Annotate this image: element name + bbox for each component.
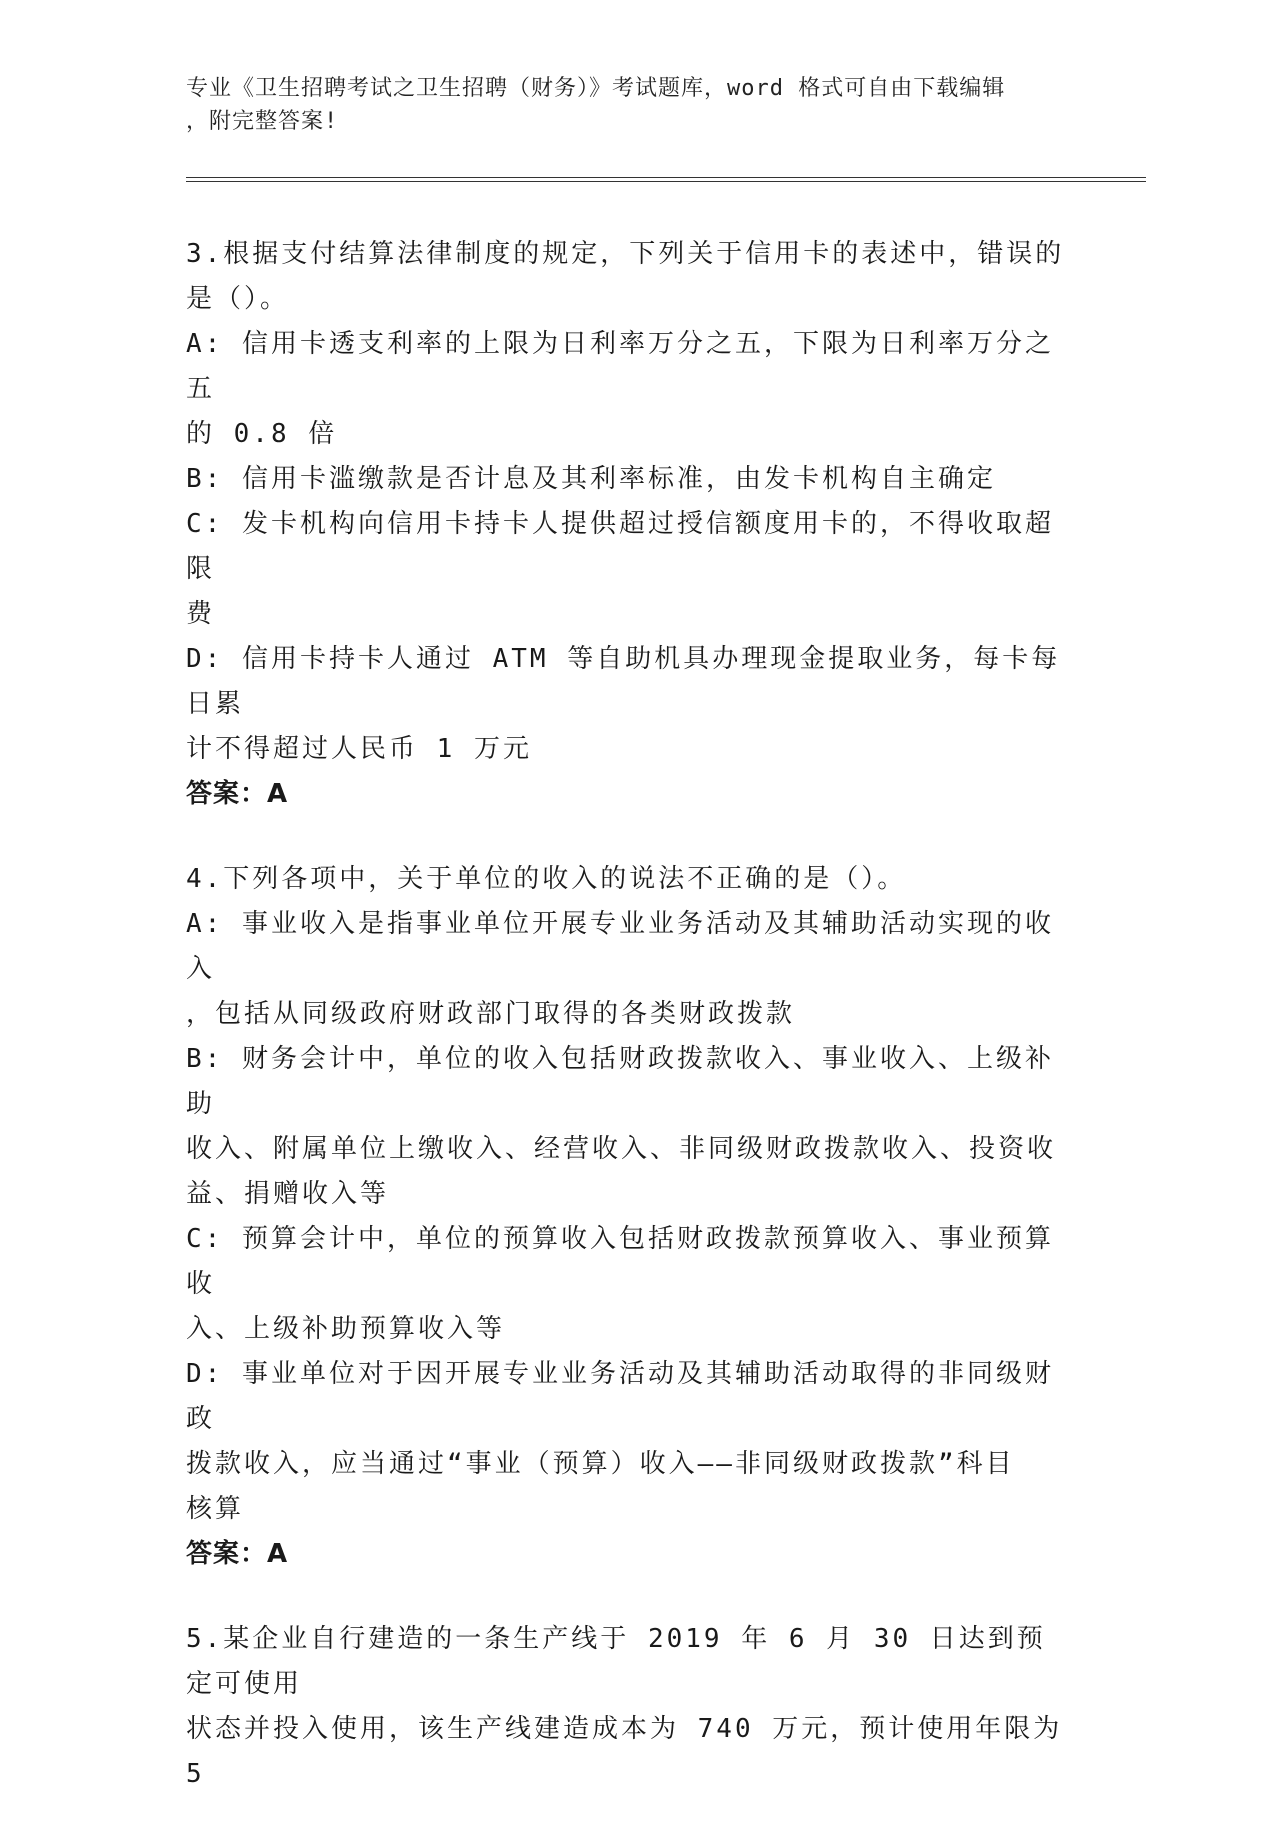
answer-label: 答案：A [186, 1539, 289, 1569]
option-d: D: 信用卡持卡人通过 ATM 等自助机具办理现金提取业务，每卡每日累 [186, 644, 1061, 719]
document-header [186, 72, 1066, 138]
option-a: A: 信用卡透支利率的上限为日利率万分之五，下限为日利率万分之五 [186, 329, 1054, 404]
option-c: C: 预算会计中，单位的预算收入包括财政拨款预算收入、事业预算收 [186, 1224, 1054, 1299]
question-4 [186, 857, 1066, 1577]
option-d: 核算 [186, 1494, 245, 1524]
question-stem: 是（）。 [186, 284, 290, 314]
option-b: B: 财务会计中，单位的收入包括财政拨款收入、事业收入、上级补助 [186, 1044, 1054, 1119]
option-a: A: 事业收入是指事业单位开展专业业务活动及其辅助活动实现的收入 [186, 909, 1054, 984]
option-b: B: 信用卡滥缴款是否计息及其利率标准，由发卡机构自主确定 [186, 464, 996, 494]
option-d: 计不得超过人民币 1 万元 [186, 734, 532, 764]
option-b: 收入、附属单位上缴收入、经营收入、非同级财政拨款收入、投资收 [186, 1134, 1057, 1164]
header-divider [186, 177, 1146, 178]
option-c: 入、上级补助预算收入等 [186, 1314, 506, 1344]
header-line: ，附完整答案! [186, 109, 339, 134]
header-line: 专业《卫生招聘考试之卫生招聘（财务）》考试题库，word 格式可自由下载编辑 [186, 76, 1006, 101]
question-stem: 状态并投入使用，该生产线建造成本为 740 万元，预计使用年限为 5 [186, 1714, 1063, 1789]
option-a: ，包括从同级政府财政部门取得的各类财政拨款 [186, 999, 796, 1029]
option-d: D: 事业单位对于因开展专业业务活动及其辅助活动取得的非同级财政 [186, 1359, 1054, 1434]
option-a: 的 0.8 倍 [186, 419, 338, 449]
option-d: 拨款收入，应当通过“事业（预算）收入——非同级财政拨款”科目 [186, 1449, 1015, 1479]
question-stem: 3.根据支付结算法律制度的规定，下列关于信用卡的表述中，错误的 [186, 239, 1065, 269]
option-b: 益、捐赠收入等 [186, 1179, 390, 1209]
question-list [186, 232, 1066, 1837]
question-3 [186, 232, 1066, 817]
answer-label: 答案：A [186, 779, 289, 809]
header-divider [186, 181, 1146, 182]
option-c: C: 发卡机构向信用卡持卡人提供超过授信额度用卡的，不得收取超限 [186, 509, 1054, 584]
question-stem: 4.下列各项中，关于单位的收入的说法不正确的是（）。 [186, 864, 907, 894]
question-5 [186, 1617, 1066, 1797]
option-c: 费 [186, 599, 216, 629]
question-stem: 5.某企业自行建造的一条生产线于 2019 年 6 月 30 日达到预定可使用 [186, 1624, 1046, 1699]
